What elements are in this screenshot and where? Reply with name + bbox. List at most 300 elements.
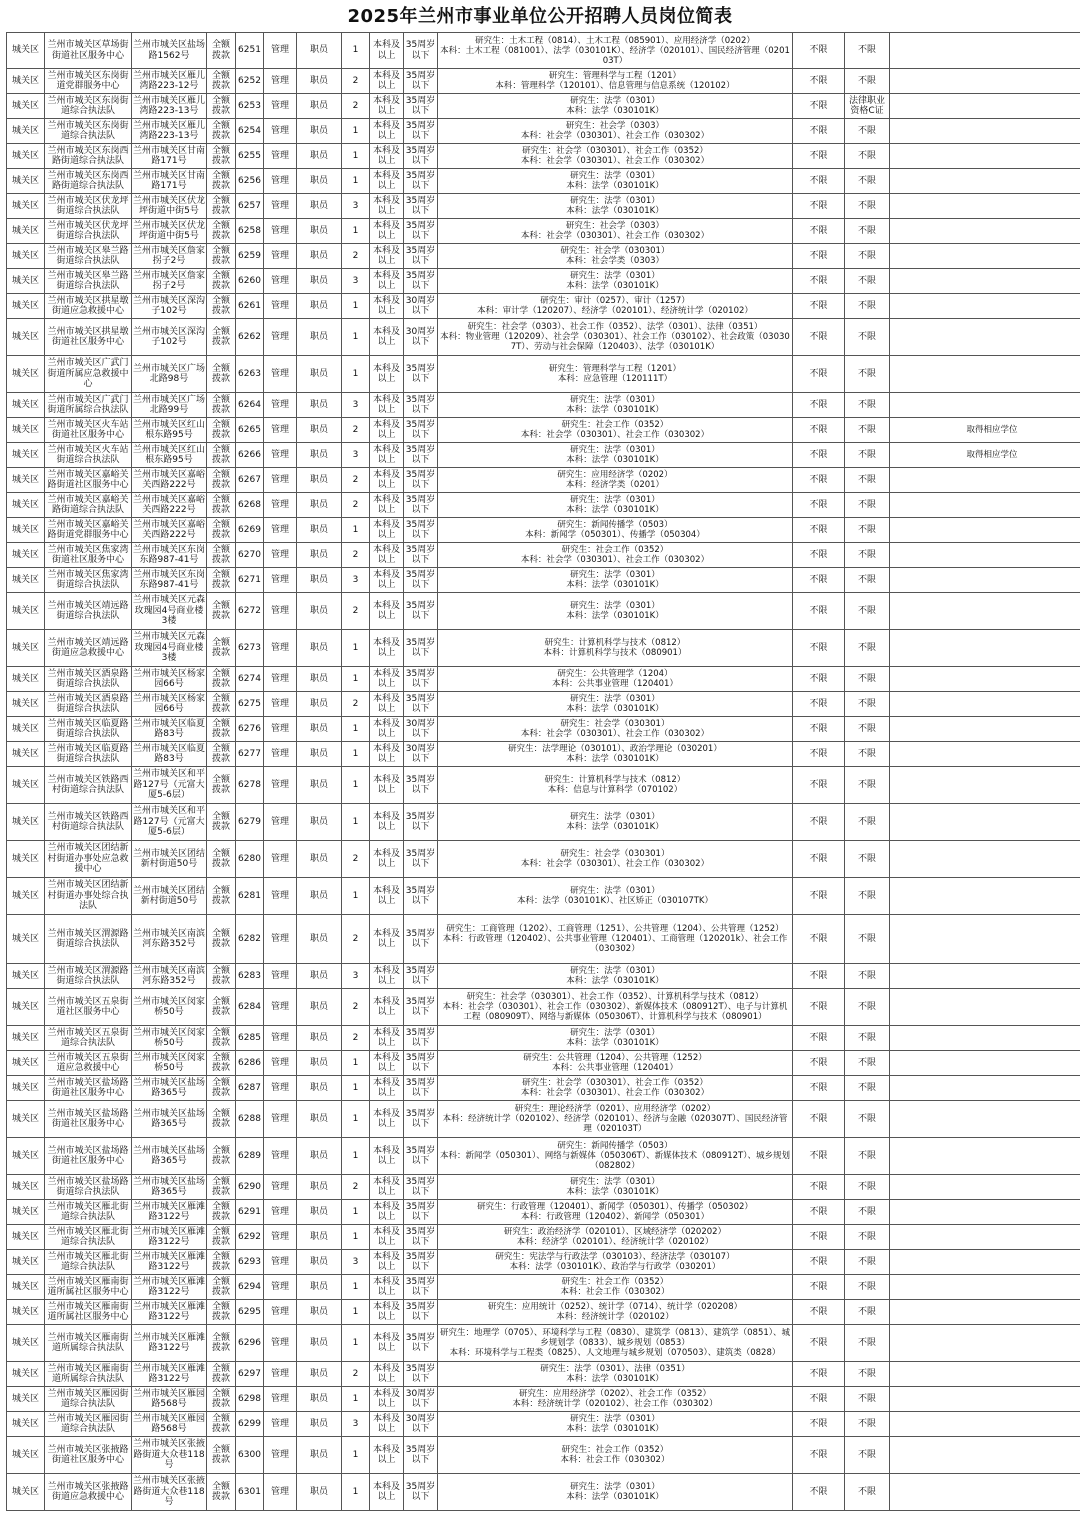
cell-other-req-2: 不限	[845, 356, 890, 393]
cell-district: 城关区	[7, 989, 45, 1026]
cell-other-req-2: 不限	[845, 1138, 890, 1175]
cell-position-category: 管理	[264, 1362, 297, 1387]
cell-other-req-1: 不限	[793, 1325, 845, 1362]
cell-funding-type: 全额拨款	[207, 1474, 236, 1511]
cell-major-requirement: 研究生：管理科学与工程（1201） 本科：管理科学（120101）、信息管理与信息系统（120102）	[438, 69, 793, 94]
cell-education: 本科及以上	[370, 418, 404, 443]
cell-funding-type: 全额拨款	[207, 841, 236, 878]
cell-position-category: 管理	[264, 593, 297, 630]
table-row	[7, 269, 1080, 294]
cell-remark	[890, 1175, 1080, 1200]
cell-remark	[890, 244, 1080, 269]
cell-position-code: 6276	[236, 717, 264, 742]
cell-unit-name: 兰州市城关区东岗街道党群服务中心	[45, 69, 132, 94]
table-row	[7, 294, 1080, 319]
cell-position-category: 管理	[264, 915, 297, 964]
cell-position-category: 管理	[264, 119, 297, 144]
cell-position-level: 职员	[297, 742, 342, 767]
cell-district: 城关区	[7, 69, 45, 94]
cell-other-req-1: 不限	[793, 319, 845, 356]
cell-position-level: 职员	[297, 593, 342, 630]
cell-funding-type: 全额拨款	[207, 1300, 236, 1325]
cell-unit-name: 兰州市城关区雁南街道所属社区服务中心	[45, 1275, 132, 1300]
cell-age-limit: 35周岁以下	[404, 568, 438, 593]
cell-unit-address: 兰州市城关区嘉峪关西路222号	[132, 518, 207, 543]
cell-other-req-2: 不限	[845, 1387, 890, 1412]
cell-district: 城关区	[7, 1362, 45, 1387]
cell-other-req-1: 不限	[793, 144, 845, 169]
cell-age-limit: 35周岁以下	[404, 1138, 438, 1175]
cell-position-level: 职员	[297, 418, 342, 443]
cell-funding-type: 全额拨款	[207, 1437, 236, 1474]
cell-district: 城关区	[7, 356, 45, 393]
table-row	[7, 1275, 1080, 1300]
cell-headcount: 3	[342, 269, 370, 294]
cell-remark	[890, 169, 1080, 194]
cell-education: 本科及以上	[370, 1437, 404, 1474]
cell-remark	[890, 356, 1080, 393]
cell-major-requirement: 研究生：法学（0301） 本科：法学（030101K）	[438, 443, 793, 468]
cell-district: 城关区	[7, 194, 45, 219]
cell-funding-type: 全额拨款	[207, 1275, 236, 1300]
cell-remark	[890, 269, 1080, 294]
cell-funding-type: 全额拨款	[207, 244, 236, 269]
cell-other-req-2: 不限	[845, 144, 890, 169]
cell-position-level: 职员	[297, 878, 342, 915]
table-row	[7, 418, 1080, 443]
cell-district: 城关区	[7, 443, 45, 468]
cell-district: 城关区	[7, 518, 45, 543]
cell-unit-address: 兰州市城关区深沟子102号	[132, 294, 207, 319]
cell-age-limit: 35周岁以下	[404, 667, 438, 692]
cell-other-req-1: 不限	[793, 692, 845, 717]
cell-position-category: 管理	[264, 1437, 297, 1474]
cell-unit-name: 兰州市城关区火车站街道综合执法队	[45, 443, 132, 468]
cell-headcount: 1	[342, 667, 370, 692]
cell-district: 城关区	[7, 1387, 45, 1412]
table-row	[7, 244, 1080, 269]
cell-major-requirement: 研究生：社会学（030301） 本科：社会学（030301）、社会工作（030302）	[438, 717, 793, 742]
cell-position-level: 职员	[297, 294, 342, 319]
cell-position-category: 管理	[264, 692, 297, 717]
cell-other-req-1: 不限	[793, 1175, 845, 1200]
cell-district: 城关区	[7, 294, 45, 319]
cell-district: 城关区	[7, 1325, 45, 1362]
cell-other-req-1: 不限	[793, 1437, 845, 1474]
table-row	[7, 219, 1080, 244]
cell-other-req-2: 不限	[845, 119, 890, 144]
cell-unit-name: 兰州市城关区渭源路街道综合执法队	[45, 964, 132, 989]
table-row	[7, 319, 1080, 356]
cell-position-category: 管理	[264, 33, 297, 69]
cell-position-code: 6294	[236, 1275, 264, 1300]
cell-remark	[890, 119, 1080, 144]
cell-position-level: 职员	[297, 1300, 342, 1325]
cell-unit-address: 兰州市城关区元森玫瑰园4号商业楼3楼	[132, 593, 207, 630]
cell-position-code: 6299	[236, 1412, 264, 1437]
cell-major-requirement: 研究生：计算机科学与技术（0812） 本科：计算机科学与技术（080901）	[438, 630, 793, 667]
cell-position-code: 6275	[236, 692, 264, 717]
table-row	[7, 1076, 1080, 1101]
cell-other-req-2: 不限	[845, 244, 890, 269]
table-row	[7, 69, 1080, 94]
cell-position-level: 职员	[297, 1412, 342, 1437]
cell-unit-address: 兰州市城关区临夏路83号	[132, 717, 207, 742]
cell-remark	[890, 692, 1080, 717]
cell-position-code: 6285	[236, 1026, 264, 1051]
cell-district: 城关区	[7, 319, 45, 356]
cell-major-requirement: 研究生：社会工作（0352） 本科：社会工作（030302）	[438, 1437, 793, 1474]
cell-other-req-2: 不限	[845, 1200, 890, 1225]
cell-position-code: 6295	[236, 1300, 264, 1325]
cell-position-code: 6283	[236, 964, 264, 989]
cell-other-req-2: 不限	[845, 915, 890, 964]
cell-other-req-2: 不限	[845, 593, 890, 630]
cell-position-code: 6252	[236, 69, 264, 94]
cell-position-category: 管理	[264, 468, 297, 493]
cell-headcount: 3	[342, 964, 370, 989]
cell-other-req-1: 不限	[793, 393, 845, 418]
cell-district: 城关区	[7, 1051, 45, 1076]
table-row	[7, 518, 1080, 543]
cell-headcount: 1	[342, 1387, 370, 1412]
cell-remark	[890, 1437, 1080, 1474]
cell-position-level: 职员	[297, 393, 342, 418]
cell-other-req-2: 不限	[845, 804, 890, 841]
cell-position-level: 职员	[297, 1200, 342, 1225]
cell-other-req-2: 不限	[845, 742, 890, 767]
cell-position-category: 管理	[264, 804, 297, 841]
cell-unit-name: 兰州市城关区靖远路街道应急救援中心	[45, 630, 132, 667]
cell-position-level: 职员	[297, 1437, 342, 1474]
cell-funding-type: 全额拨款	[207, 33, 236, 69]
cell-unit-address: 兰州市城关区盐场路365号	[132, 1138, 207, 1175]
cell-remark	[890, 1275, 1080, 1300]
cell-funding-type: 全额拨款	[207, 356, 236, 393]
cell-major-requirement: 研究生：法学（0301） 本科：法学（030101K）	[438, 194, 793, 219]
cell-unit-name: 兰州市城关区焦家湾街道社区服务中心	[45, 543, 132, 568]
cell-position-code: 6261	[236, 294, 264, 319]
cell-age-limit: 35周岁以下	[404, 593, 438, 630]
cell-position-level: 职员	[297, 1026, 342, 1051]
cell-position-category: 管理	[264, 568, 297, 593]
cell-other-req-1: 不限	[793, 1474, 845, 1511]
table-row	[7, 692, 1080, 717]
cell-unit-address: 兰州市城关区东岗东路987-41号	[132, 543, 207, 568]
cell-unit-address: 兰州市城关区杨家园66号	[132, 692, 207, 717]
cell-other-req-1: 不限	[793, 518, 845, 543]
cell-age-limit: 30周岁以下	[404, 319, 438, 356]
cell-remark	[890, 1412, 1080, 1437]
table-row	[7, 1200, 1080, 1225]
cell-position-code: 6253	[236, 94, 264, 119]
cell-age-limit: 35周岁以下	[404, 69, 438, 94]
cell-other-req-2: 不限	[845, 878, 890, 915]
cell-age-limit: 35周岁以下	[404, 194, 438, 219]
cell-other-req-2: 不限	[845, 443, 890, 468]
cell-headcount: 2	[342, 692, 370, 717]
cell-remark	[890, 841, 1080, 878]
cell-education: 本科及以上	[370, 767, 404, 804]
cell-age-limit: 35周岁以下	[404, 964, 438, 989]
cell-other-req-1: 不限	[793, 1412, 845, 1437]
cell-unit-address: 兰州市城关区雁滩路3122号	[132, 1300, 207, 1325]
cell-position-category: 管理	[264, 269, 297, 294]
cell-unit-address: 兰州市城关区东岗东路987-41号	[132, 568, 207, 593]
cell-headcount: 1	[342, 119, 370, 144]
cell-district: 城关区	[7, 767, 45, 804]
cell-remark	[890, 1362, 1080, 1387]
cell-major-requirement: 研究生：公共管理学（1204） 本科：公共事业管理（120401）	[438, 667, 793, 692]
cell-other-req-1: 不限	[793, 418, 845, 443]
cell-other-req-1: 不限	[793, 767, 845, 804]
cell-unit-address: 兰州市城关区雁滩路3122号	[132, 1275, 207, 1300]
cell-headcount: 2	[342, 418, 370, 443]
cell-other-req-1: 不限	[793, 269, 845, 294]
cell-other-req-1: 不限	[793, 1138, 845, 1175]
cell-district: 城关区	[7, 915, 45, 964]
cell-remark	[890, 593, 1080, 630]
cell-education: 本科及以上	[370, 94, 404, 119]
cell-major-requirement: 研究生：应用统计（0252）、统计学（0714）、统计学（020208） 本科：经济统计学（020102）	[438, 1300, 793, 1325]
cell-funding-type: 全额拨款	[207, 1175, 236, 1200]
cell-unit-address: 兰州市城关区闵家桥50号	[132, 1051, 207, 1076]
cell-unit-address: 兰州市城关区广场北路98号	[132, 356, 207, 393]
cell-other-req-2: 不限	[845, 319, 890, 356]
cell-position-code: 6255	[236, 144, 264, 169]
cell-unit-address: 兰州市城关区闵家桥50号	[132, 1026, 207, 1051]
table-body	[7, 33, 1080, 1511]
cell-other-req-2: 不限	[845, 518, 890, 543]
cell-unit-name: 兰州市城关区盐场路街道社区服务中心	[45, 1101, 132, 1138]
cell-unit-address: 兰州市城关区红山根东路95号	[132, 443, 207, 468]
cell-remark	[890, 1387, 1080, 1412]
cell-remark	[890, 1474, 1080, 1511]
table-row	[7, 989, 1080, 1026]
cell-position-code: 6288	[236, 1101, 264, 1138]
cell-unit-address: 兰州市城关区团结新村街道50号	[132, 841, 207, 878]
cell-district: 城关区	[7, 169, 45, 194]
cell-funding-type: 全额拨款	[207, 443, 236, 468]
cell-funding-type: 全额拨款	[207, 1325, 236, 1362]
cell-unit-name: 兰州市城关区雁南街道所属综合执法队	[45, 1362, 132, 1387]
cell-position-category: 管理	[264, 94, 297, 119]
cell-headcount: 1	[342, 630, 370, 667]
table-row	[7, 1325, 1080, 1362]
cell-headcount: 1	[342, 1300, 370, 1325]
cell-unit-name: 兰州市城关区雁南街道所属综合执法队	[45, 1325, 132, 1362]
cell-major-requirement: 研究生：法学（0301） 本科：法学（030101K）	[438, 393, 793, 418]
table-row	[7, 144, 1080, 169]
cell-major-requirement: 研究生：新闻传播学（0503） 本科：新闻学（050301）、网络与新媒体（050306T）、新媒体技术（080912T）、城乡规划（082802）	[438, 1138, 793, 1175]
cell-position-category: 管理	[264, 1101, 297, 1138]
cell-position-code: 6262	[236, 319, 264, 356]
cell-district: 城关区	[7, 841, 45, 878]
cell-headcount: 2	[342, 1026, 370, 1051]
cell-unit-address: 兰州市城关区雁滩路3122号	[132, 1225, 207, 1250]
cell-headcount: 1	[342, 1275, 370, 1300]
cell-other-req-1: 不限	[793, 1362, 845, 1387]
cell-major-requirement: 研究生：土木工程（0814）、土木工程（085901）、应用经济学（0202） 本科：土木工程（081001）、法学（030101K）、经济学（020101）、国民经济管理（020103T）	[438, 33, 793, 69]
cell-position-code: 6300	[236, 1437, 264, 1474]
cell-major-requirement: 研究生：法学（0301） 本科：法学（030101K）	[438, 493, 793, 518]
cell-district: 城关区	[7, 667, 45, 692]
cell-position-level: 职员	[297, 1250, 342, 1275]
cell-remark	[890, 1225, 1080, 1250]
cell-unit-address: 兰州市城关区詹家拐子2号	[132, 244, 207, 269]
cell-position-category: 管理	[264, 878, 297, 915]
cell-headcount: 1	[342, 169, 370, 194]
cell-district: 城关区	[7, 804, 45, 841]
table-row	[7, 194, 1080, 219]
cell-position-level: 职员	[297, 1362, 342, 1387]
cell-major-requirement: 研究生：法学（0301） 本科：法学（030101K）	[438, 169, 793, 194]
cell-position-level: 职员	[297, 1051, 342, 1076]
cell-education: 本科及以上	[370, 1026, 404, 1051]
table-row	[7, 1225, 1080, 1250]
table-row	[7, 169, 1080, 194]
cell-position-category: 管理	[264, 717, 297, 742]
cell-headcount: 2	[342, 989, 370, 1026]
cell-funding-type: 全额拨款	[207, 742, 236, 767]
cell-other-req-2: 不限	[845, 269, 890, 294]
cell-remark	[890, 804, 1080, 841]
cell-district: 城关区	[7, 1175, 45, 1200]
cell-education: 本科及以上	[370, 1076, 404, 1101]
cell-unit-address: 兰州市城关区和平路127号（元富大厦5-6层）	[132, 767, 207, 804]
cell-position-code: 6277	[236, 742, 264, 767]
cell-education: 本科及以上	[370, 1387, 404, 1412]
cell-education: 本科及以上	[370, 841, 404, 878]
cell-major-requirement: 研究生：法学（0301） 本科：法学（030101K）	[438, 964, 793, 989]
cell-other-req-2: 不限	[845, 1300, 890, 1325]
cell-unit-name: 兰州市城关区临夏路街道综合执法队	[45, 742, 132, 767]
cell-position-category: 管理	[264, 418, 297, 443]
cell-remark	[890, 543, 1080, 568]
cell-unit-name: 兰州市城关区拱星墩街道社区服务中心	[45, 319, 132, 356]
table-row	[7, 1474, 1080, 1511]
cell-education: 本科及以上	[370, 443, 404, 468]
cell-major-requirement: 研究生：社会工作（0352） 本科：社会学（030301）、社会工作（030302）	[438, 418, 793, 443]
cell-remark	[890, 1200, 1080, 1225]
cell-district: 城关区	[7, 742, 45, 767]
cell-position-code: 6290	[236, 1175, 264, 1200]
cell-funding-type: 全额拨款	[207, 194, 236, 219]
cell-position-code: 6267	[236, 468, 264, 493]
table-row	[7, 804, 1080, 841]
cell-headcount: 1	[342, 1076, 370, 1101]
cell-funding-type: 全额拨款	[207, 804, 236, 841]
cell-unit-address: 兰州市城关区南滨河东路352号	[132, 915, 207, 964]
cell-other-req-2: 不限	[845, 418, 890, 443]
cell-unit-address: 兰州市城关区团结新村街道50号	[132, 878, 207, 915]
cell-other-req-2: 不限	[845, 964, 890, 989]
cell-district: 城关区	[7, 1300, 45, 1325]
cell-district: 城关区	[7, 418, 45, 443]
cell-position-code: 6286	[236, 1051, 264, 1076]
table-row	[7, 630, 1080, 667]
cell-major-requirement: 研究生：行政管理（120401）、新闻学（050301）、传播学（050302） 本科：行政管理（120402）、新闻学（050301）	[438, 1200, 793, 1225]
cell-other-req-2: 法律职业资格C证	[845, 94, 890, 119]
cell-position-category: 管理	[264, 518, 297, 543]
cell-education: 本科及以上	[370, 356, 404, 393]
cell-remark	[890, 1076, 1080, 1101]
cell-unit-name: 兰州市城关区团结新村街道办事处综合执法队	[45, 878, 132, 915]
cell-other-req-1: 不限	[793, 568, 845, 593]
cell-position-code: 6263	[236, 356, 264, 393]
cell-other-req-2: 不限	[845, 1250, 890, 1275]
cell-district: 城关区	[7, 1275, 45, 1300]
cell-unit-name: 兰州市城关区嘉峪关路街道社区服务中心	[45, 468, 132, 493]
cell-headcount: 2	[342, 468, 370, 493]
cell-age-limit: 35周岁以下	[404, 244, 438, 269]
cell-funding-type: 全额拨款	[207, 543, 236, 568]
cell-funding-type: 全额拨款	[207, 319, 236, 356]
cell-remark	[890, 717, 1080, 742]
table-row	[7, 493, 1080, 518]
cell-other-req-1: 不限	[793, 1076, 845, 1101]
cell-position-category: 管理	[264, 667, 297, 692]
cell-age-limit: 35周岁以下	[404, 1076, 438, 1101]
cell-headcount: 1	[342, 1138, 370, 1175]
cell-age-limit: 35周岁以下	[404, 1225, 438, 1250]
cell-other-req-2: 不限	[845, 1437, 890, 1474]
cell-district: 城关区	[7, 568, 45, 593]
cell-age-limit: 35周岁以下	[404, 1175, 438, 1200]
cell-other-req-1: 不限	[793, 1101, 845, 1138]
cell-remark	[890, 518, 1080, 543]
cell-unit-address: 兰州市城关区雁滩路3122号	[132, 1325, 207, 1362]
cell-other-req-1: 不限	[793, 119, 845, 144]
cell-education: 本科及以上	[370, 1474, 404, 1511]
cell-age-limit: 35周岁以下	[404, 119, 438, 144]
cell-major-requirement: 研究生：审计（0257）、审计（1257） 本科：审计学（120207）、经济学（020101）、经济统计学（020102）	[438, 294, 793, 319]
cell-other-req-2: 不限	[845, 841, 890, 878]
cell-unit-address: 兰州市城关区嘉峪关西路222号	[132, 468, 207, 493]
cell-remark	[890, 219, 1080, 244]
cell-remark	[890, 742, 1080, 767]
cell-headcount: 3	[342, 568, 370, 593]
cell-other-req-2: 不限	[845, 33, 890, 69]
cell-position-code: 6269	[236, 518, 264, 543]
cell-other-req-2: 不限	[845, 717, 890, 742]
cell-headcount: 1	[342, 1325, 370, 1362]
cell-unit-address: 兰州市城关区盐场路365号	[132, 1076, 207, 1101]
cell-education: 本科及以上	[370, 1300, 404, 1325]
cell-other-req-2: 不限	[845, 294, 890, 319]
cell-major-requirement: 研究生：理论经济学（0201）、应用经济学（0202） 本科：经济统计学（020102）、经济学（020101）、经济与金融（020307T）、国民经济管理（020103T）	[438, 1101, 793, 1138]
cell-position-category: 管理	[264, 356, 297, 393]
cell-unit-address: 兰州市城关区甘南路171号	[132, 144, 207, 169]
cell-remark	[890, 767, 1080, 804]
cell-age-limit: 35周岁以下	[404, 468, 438, 493]
cell-position-level: 职员	[297, 493, 342, 518]
cell-unit-name: 兰州市城关区靖远路街道综合执法队	[45, 593, 132, 630]
cell-position-level: 职员	[297, 1076, 342, 1101]
cell-headcount: 3	[342, 194, 370, 219]
cell-age-limit: 35周岁以下	[404, 33, 438, 69]
table-row	[7, 767, 1080, 804]
cell-other-req-2: 不限	[845, 667, 890, 692]
cell-age-limit: 35周岁以下	[404, 1325, 438, 1362]
cell-age-limit: 35周岁以下	[404, 630, 438, 667]
cell-unit-address: 兰州市城关区元森玫瑰园4号商业楼3楼	[132, 630, 207, 667]
cell-unit-name: 兰州市城关区张掖路街道应急救援中心	[45, 1474, 132, 1511]
cell-major-requirement: 研究生：社会学（0303） 本科：社会学（030301）、社会工作（030302）	[438, 119, 793, 144]
cell-funding-type: 全额拨款	[207, 468, 236, 493]
cell-unit-name: 兰州市城关区草场街街道社区服务中心	[45, 33, 132, 69]
cell-age-limit: 35周岁以下	[404, 94, 438, 119]
